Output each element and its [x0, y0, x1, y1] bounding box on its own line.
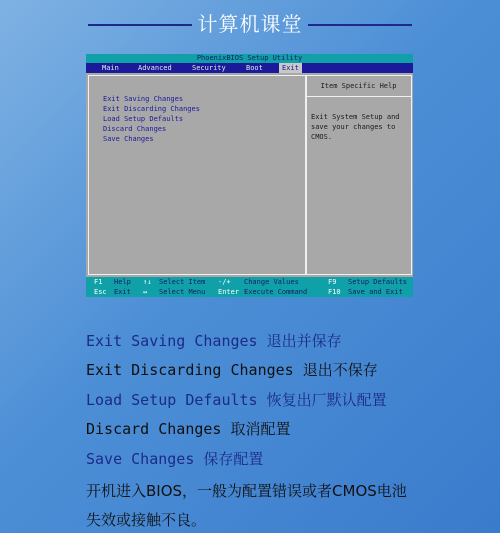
header-rule-left [88, 24, 192, 26]
bios-key-desc: Setup Defaults [348, 278, 408, 286]
header-rule-right [308, 24, 412, 26]
bios-menu-advanced[interactable]: Advanced [138, 64, 172, 72]
bios-option-load-defaults[interactable]: Load Setup Defaults [103, 115, 184, 123]
option-line-exit-discarding: Exit Discarding Changes 退出不保存 [86, 361, 378, 379]
bios-key: ↑↓ [143, 278, 152, 286]
bios-key-desc: Execute Command [244, 288, 308, 296]
bios-key-desc: Select Menu [159, 288, 206, 296]
bios-menu-main[interactable]: Main [102, 64, 119, 72]
bios-option-save-changes[interactable]: Save Changes [103, 135, 154, 143]
bios-key: ↔ [143, 288, 148, 296]
bios-key-desc: Save and Exit [348, 288, 403, 296]
header [0, 6, 500, 36]
bios-menu-security[interactable]: Security [192, 64, 226, 72]
bios-key: F1 [94, 278, 103, 286]
bios-option-discard-changes[interactable]: Discard Changes [103, 125, 167, 133]
bios-key-desc: Exit [114, 288, 131, 296]
bios-options-panel [88, 75, 307, 275]
bios-menu-boot[interactable]: Boot [246, 64, 263, 72]
note-line-1: 开机进入BIOS，一般为配置错误或者CMOS电池 [86, 482, 407, 500]
bios-help-title: Item Specific Help [306, 76, 411, 97]
bios-option-exit-discarding[interactable]: Exit Discarding Changes [103, 105, 200, 113]
bios-help-panel [305, 75, 412, 275]
bios-menu-exit[interactable]: Exit [279, 63, 302, 73]
bios-title: PhoenixBIOS Setup Utility [86, 54, 413, 63]
bios-key: F10 [328, 288, 341, 296]
option-line-exit-saving: Exit Saving Changes 退出并保存 [86, 332, 342, 350]
bios-menu-bar [86, 63, 413, 73]
page-title: 计算机课堂 [197, 12, 303, 36]
bios-option-exit-saving[interactable]: Exit Saving Changes [103, 95, 184, 103]
bios-key-desc: Help [114, 278, 131, 286]
bios-key-desc: Select Item [159, 278, 206, 286]
option-line-save-changes: Save Changes 保存配置 [86, 450, 264, 468]
bios-key: F9 [328, 278, 337, 286]
bios-key: Enter [218, 288, 240, 296]
bios-key: Esc [94, 288, 107, 296]
bios-key-desc: Change Values [244, 278, 299, 286]
option-line-load-defaults: Load Setup Defaults 恢复出厂默认配置 [86, 391, 387, 409]
note-line-2: 失效或接触不良。 [86, 511, 207, 529]
bios-help-text: Exit System Setup and save your changes to CMOS. [311, 113, 400, 141]
bios-screenshot [86, 54, 413, 297]
option-line-discard-changes: Discard Changes 取消配置 [86, 420, 291, 438]
bios-key-legend [86, 277, 413, 297]
bios-key: -/+ [218, 278, 231, 286]
